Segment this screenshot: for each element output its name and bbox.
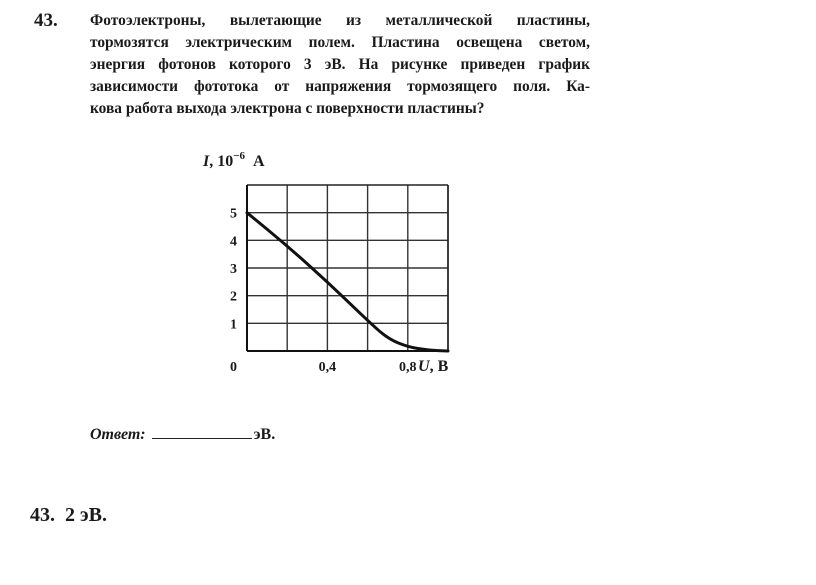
problem-line: зависимости фототока от напряжения тормозящего поля. Ка- (90, 78, 590, 95)
y-axis-label: I, $10^{-6}$ А (203, 150, 265, 170)
problem-line: тормозятся электрическим полем. Пластина освещена светом, (90, 34, 590, 51)
y-tick-label: 2 (230, 289, 237, 305)
problem-line: энергия фотонов которого 3 эВ. На рисунке приведен график (90, 56, 590, 73)
origin-label: 0 (230, 360, 237, 375)
photocurrent-curve (247, 213, 448, 351)
y-tick-label: 1 (230, 317, 237, 333)
answer-label: Ответ: (90, 426, 146, 443)
problem-line: Фотоэлектроны, вылетающие из металлической пластины, (90, 12, 590, 29)
solution-number: 43. (30, 504, 55, 526)
x-tick-label: 0,4 (318, 360, 337, 375)
problem-number: 43. (34, 10, 58, 31)
solution (30, 504, 107, 527)
y-tick-label: 5 (230, 206, 237, 222)
x-tick-label: 0,8 (399, 360, 417, 375)
answer-blank (152, 424, 252, 439)
answer-line (90, 424, 275, 444)
solution-text: 2 эВ. (65, 504, 107, 526)
y-tick-label: 4 (230, 234, 237, 250)
y-tick-label: 3 (230, 262, 237, 277)
problem-line: кова работа выхода электрона с поверхности пластины? (90, 100, 485, 117)
x-axis-label: U, В (418, 358, 449, 375)
answer-unit: эВ. (253, 426, 276, 443)
